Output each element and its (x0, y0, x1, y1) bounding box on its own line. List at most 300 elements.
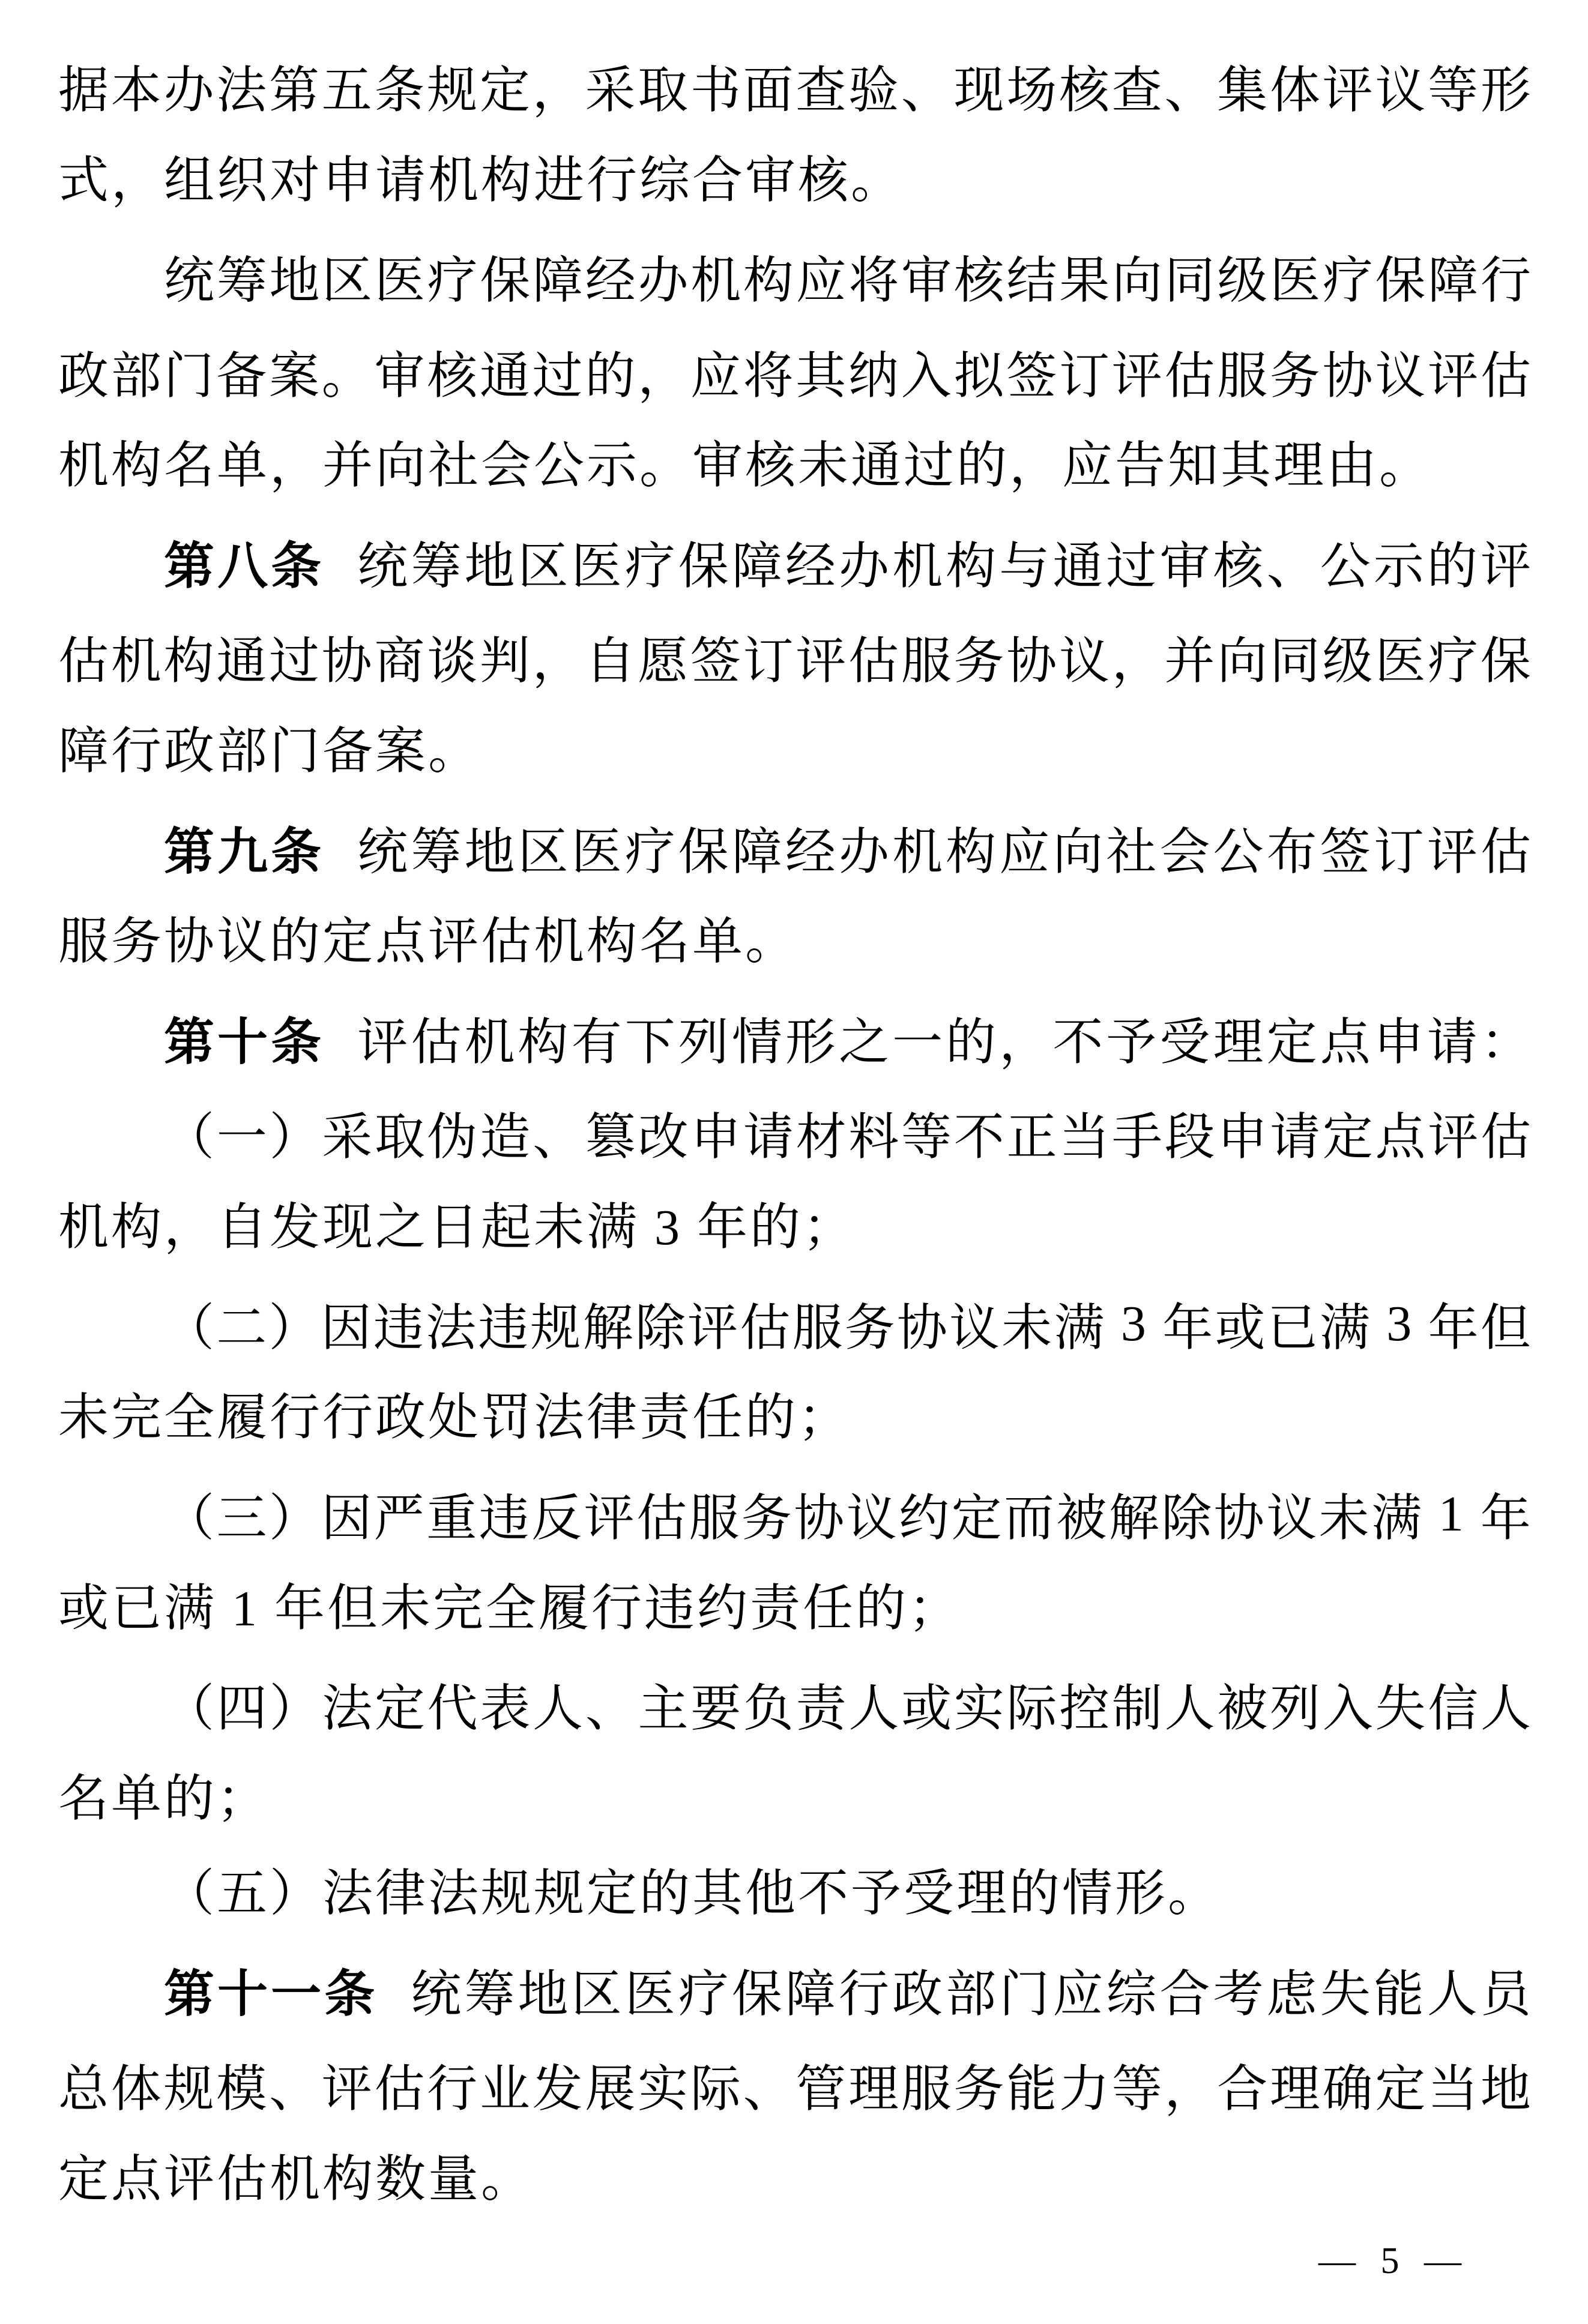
text-char: 审 (901, 253, 952, 309)
text-char: 估 (740, 1300, 791, 1356)
text-char: 满 (1371, 1490, 1422, 1547)
text-char: 人 (848, 1681, 899, 1737)
text-char: 四 (216, 1681, 267, 1737)
text-char: 会 (1159, 824, 1210, 881)
text-char: 协 (794, 1490, 845, 1547)
text-char: ） (269, 1110, 320, 1166)
text-char: 部 (946, 1966, 997, 2023)
text-char: 负 (743, 1681, 794, 1737)
article-number-heading-char: 第 (164, 1013, 215, 1070)
text-char: 而 (1004, 1490, 1055, 1547)
text-char: 审 (1159, 538, 1210, 595)
text-char: 备 (216, 348, 267, 405)
text-char: 统 (357, 824, 408, 881)
text-segment: 定点评估机构数量。 (58, 2152, 534, 2208)
text-char (1466, 1485, 1478, 1543)
text-char: 评 (1428, 1110, 1479, 1166)
text-char: 签 (1320, 824, 1371, 881)
text-char: 保 (1480, 634, 1531, 690)
text-line (58, 229, 1531, 324)
text-char: 订 (1373, 824, 1424, 881)
text-char: ， (532, 62, 583, 119)
text-char: 评 (357, 1014, 408, 1071)
text-char: 构 (946, 538, 997, 595)
text-char: 估 (636, 1490, 687, 1547)
text-char: （ (164, 1490, 215, 1547)
text-char: 应 (999, 824, 1050, 881)
text-char: 估 (1480, 1110, 1531, 1166)
text-char: 模 (216, 2062, 267, 2118)
text-char: 篡 (585, 1110, 636, 1166)
text-char: 医 (1270, 253, 1321, 309)
text-char: 伪 (427, 1110, 478, 1166)
text-char: 查 (796, 62, 847, 119)
text-char: 人 (533, 1681, 584, 1737)
text-char: 议 (949, 1300, 1000, 1356)
text-char: 估 (374, 2062, 425, 2118)
text-char: 定 (1322, 1110, 1373, 1166)
text-line (58, 1847, 1531, 1942)
text-char: 申 (1373, 1014, 1424, 1071)
text-char: ： (1480, 1014, 1531, 1071)
text-char: 结 (1006, 253, 1057, 309)
text-char: 的 (946, 1014, 997, 1071)
text-char: 协 (896, 1300, 947, 1356)
text-char: 控 (1059, 1681, 1110, 1737)
text-char: 地 (464, 538, 515, 595)
text-char: 1 (1438, 1486, 1464, 1542)
text-char: 请 (743, 1110, 794, 1166)
text-char: 除 (1161, 1490, 1212, 1547)
text-char: 行 (1480, 253, 1531, 309)
text-char: 综 (1106, 1966, 1157, 2023)
text-char: 筹 (411, 538, 462, 595)
text-char: 严 (373, 1490, 424, 1547)
text-char: 构 (163, 634, 214, 690)
text-char: ） (268, 1300, 319, 1356)
text-char: 医 (624, 1966, 675, 2023)
text-char: 人 (1480, 1681, 1531, 1737)
text-char: （ (164, 1110, 215, 1166)
text-char: 未 (1001, 1300, 1052, 1356)
article-number-heading-char: 第 (164, 1965, 215, 2022)
text-char: 议 (846, 1490, 897, 1547)
text-char: 已 (1267, 1300, 1318, 1356)
text-char: 体 (110, 2062, 162, 2118)
text-char: 区 (571, 1966, 622, 2023)
text-char: 定 (1375, 2062, 1426, 2118)
text-char: 估 (1480, 824, 1531, 881)
text-char: 实 (953, 1681, 1004, 1737)
text-char: 或 (1215, 1300, 1266, 1356)
text-char: 段 (1164, 1110, 1215, 1166)
text-line (58, 324, 1531, 420)
text-char: 应 (1052, 1966, 1103, 2023)
text-char: 违 (373, 1300, 424, 1356)
text-char: 情 (731, 1014, 782, 1071)
text-char: 办 (839, 538, 890, 595)
text-char: 评 (321, 2062, 372, 2118)
text-char: 等 (1111, 2062, 1162, 2118)
text-char: 际 (1006, 1681, 1057, 1737)
text-char: ， (999, 1014, 1050, 1071)
text-char: 体 (1269, 62, 1320, 119)
text-char: 形 (1480, 62, 1531, 119)
text-line (58, 705, 1531, 800)
text-char: 协 (1322, 348, 1373, 405)
text-char: （ (164, 1681, 215, 1737)
text-char: ， (532, 634, 583, 690)
text-char: 服 (689, 1490, 740, 1547)
text-line (58, 1466, 1531, 1562)
text-char: 定 (479, 62, 530, 119)
text-char: 估 (58, 634, 109, 690)
text-char: 地 (269, 253, 320, 309)
text-char: 、 (1164, 62, 1215, 119)
text-char: 申 (690, 1110, 741, 1166)
text-char: 议 (1058, 634, 1109, 690)
text-char (1106, 1295, 1119, 1353)
text-char: 理 (848, 2062, 899, 2118)
text-char: 业 (479, 2062, 530, 2118)
text-char: 评 (1428, 348, 1479, 405)
text-char: 构 (743, 253, 794, 309)
text-char: 医 (571, 824, 622, 881)
text-char: 不 (953, 1110, 1004, 1166)
text-char: 解 (1108, 1490, 1159, 1547)
text-char: 年 (1480, 1490, 1531, 1547)
text-char: 评 (1426, 824, 1478, 881)
text-line (58, 134, 1531, 229)
text-char: 评 (1322, 62, 1373, 119)
text-char: 并 (1164, 634, 1215, 690)
text-char: 核 (1213, 538, 1264, 595)
text-char: 或 (901, 1681, 952, 1737)
article-number-heading-char: 九 (217, 823, 268, 880)
article-number-heading-char: 第 (164, 823, 215, 880)
text-char: 筹 (411, 824, 462, 881)
text-char: 法 (216, 62, 267, 119)
text-char: （ (164, 1300, 215, 1356)
text-char: 点 (1320, 1014, 1371, 1071)
text-char: 同 (1269, 634, 1320, 690)
text-char: 正 (1006, 1110, 1057, 1166)
text-line (58, 1276, 1531, 1371)
text-segment: 或已满 1 年但未完全履行违约责任的； (58, 1580, 962, 1637)
text-char: 的 (1426, 538, 1478, 595)
text-char: 其 (796, 348, 847, 405)
text-char: 人 (1426, 1966, 1478, 2023)
text-char: 示 (1373, 538, 1424, 595)
text-char: 年 (1162, 1300, 1213, 1356)
text-char: 人 (1164, 1681, 1215, 1737)
text-char: 疗 (1322, 253, 1373, 309)
text-char: 申 (1217, 1110, 1268, 1166)
text-char: 员 (1480, 1966, 1531, 2023)
text-char: 订 (1058, 348, 1109, 405)
text-char: 规 (530, 1300, 581, 1356)
text-char: 过 (268, 634, 319, 690)
text-char: 查 (1111, 62, 1162, 119)
text-line (58, 419, 1531, 514)
text-char: 三 (216, 1490, 267, 1547)
text-char: 当 (1059, 1110, 1110, 1166)
text-line (58, 1086, 1531, 1181)
text-char: 商 (374, 634, 425, 690)
text-char: 医 (1375, 634, 1426, 690)
text-char: 地 (518, 1966, 569, 2023)
text-char: 合 (1217, 2062, 1268, 2118)
text-line (58, 38, 1531, 134)
text-char: 通 (1052, 538, 1103, 595)
text-char: 要 (690, 1681, 741, 1737)
text-char: 地 (1480, 2062, 1531, 2118)
text-char: 未 (1318, 1490, 1369, 1547)
text-char: 核 (953, 253, 1004, 309)
text-char: 确 (1322, 2062, 1373, 2118)
text-char: 采 (585, 62, 636, 119)
text-char: 服 (792, 1300, 843, 1356)
text-char: 级 (1217, 253, 1268, 309)
text-char: 总 (58, 2062, 109, 2118)
text-char: 通 (479, 348, 530, 405)
text-char: 保 (731, 1966, 782, 2023)
text-char: 定 (1266, 1014, 1317, 1071)
text-char: 议 (1375, 348, 1426, 405)
text-char: 除 (635, 1300, 686, 1356)
text-char: 社 (1106, 824, 1157, 881)
text-char: 信 (1428, 1681, 1479, 1737)
text-char: 满 (1054, 1300, 1105, 1356)
text-char: 布 (1266, 824, 1317, 881)
text-char: 五 (321, 62, 372, 119)
text-char: 部 (110, 348, 162, 405)
text-char: 违 (478, 1300, 529, 1356)
text-line (58, 2037, 1531, 2133)
text-char: 合 (1159, 1966, 1210, 2023)
text-char: 与 (999, 538, 1050, 595)
text-char (1148, 1295, 1161, 1353)
text-char: 造 (480, 1110, 531, 1166)
text-char: 下 (624, 1014, 675, 1071)
article-number-heading-char: 八 (217, 537, 268, 594)
text-char: ， (1111, 634, 1162, 690)
article-number-heading-char: 第 (164, 537, 215, 594)
text-char: 协 (1213, 1490, 1264, 1547)
text-char: 障 (731, 538, 782, 595)
text-char: 障 (731, 824, 782, 881)
text-char: 材 (796, 1110, 847, 1166)
text-char: 入 (1322, 1681, 1373, 1737)
text-char: 统 (164, 253, 215, 309)
text-char: 务 (1269, 348, 1320, 405)
text-char: 验 (848, 62, 899, 119)
text-line (58, 1752, 1531, 1847)
text-char: 约 (899, 1490, 950, 1547)
text-char: ， (638, 348, 689, 405)
text-char: 办 (638, 253, 689, 309)
text-char: 办 (839, 824, 890, 881)
text-char (1413, 1295, 1426, 1353)
page-number: — 5 — (1318, 2241, 1461, 2281)
text-char: 估 (411, 1014, 462, 1071)
text-char (1372, 1295, 1384, 1353)
text-char: 考 (1213, 1966, 1264, 2023)
text-char: 展 (585, 2062, 636, 2118)
article-number-heading-char: 条 (271, 1013, 322, 1070)
text-line (58, 1657, 1531, 1752)
text-char: 服 (1217, 348, 1268, 405)
text-char: ， (1164, 2062, 1215, 2118)
text-char: 违 (479, 1490, 530, 1547)
text-char: 的 (585, 348, 636, 405)
text-char: 际 (690, 2062, 741, 2118)
text-char: 理 (1213, 1014, 1264, 1071)
text-char: 取 (638, 62, 689, 119)
text-char: 、 (743, 2062, 794, 2118)
text-char: 案 (268, 348, 319, 405)
text-char: 拟 (953, 348, 1004, 405)
text-char: 年 (1428, 1300, 1479, 1356)
text-char: 场 (1006, 62, 1057, 119)
text-char: ） (268, 1490, 319, 1547)
text-char: 一 (216, 1110, 267, 1166)
text-char: 第 (268, 62, 319, 119)
text-char: 能 (1373, 1966, 1424, 2023)
text-line (58, 1181, 1531, 1276)
text-char: 行 (839, 1966, 890, 2023)
text-char: 能 (1006, 2062, 1057, 2118)
text-char: 现 (953, 62, 1004, 119)
text-char: 机 (690, 253, 741, 309)
text-char: 疗 (427, 253, 478, 309)
heading-gap (324, 847, 354, 848)
text-char: 、 (1266, 538, 1317, 595)
article-number-heading-char: 一 (271, 1965, 322, 2022)
text-char (1424, 1485, 1437, 1543)
text-line (58, 2133, 1531, 2228)
text-char: 障 (1428, 253, 1479, 309)
text-char: 统 (411, 1966, 462, 2023)
text-char: 主 (638, 1681, 689, 1737)
text-char: 务 (844, 1300, 895, 1356)
text-char: 因 (321, 1490, 372, 1547)
text-char: 机 (892, 538, 943, 595)
text-line (58, 1942, 1531, 2038)
text-char: 一 (892, 1014, 943, 1071)
text-line (58, 990, 1531, 1086)
text-char: 予 (1106, 1014, 1157, 1071)
text-char: 取 (374, 1110, 425, 1166)
text-char: 料 (848, 1110, 899, 1166)
text-char: 力 (1058, 2062, 1109, 2118)
text-line (58, 514, 1531, 610)
text-segment: 名单的； (58, 1771, 270, 1827)
text-char: 点 (1375, 1110, 1426, 1166)
text-char: 门 (163, 348, 214, 405)
text-char: 、 (585, 1681, 636, 1737)
text-char: 判 (479, 634, 530, 690)
text-char: 向 (1217, 634, 1268, 690)
text-char: 协 (321, 634, 372, 690)
article-number-heading-char: 十 (217, 1965, 268, 2022)
text-char: 评 (584, 1490, 635, 1547)
text-char: 入 (901, 348, 952, 405)
text-char: 制 (1111, 1681, 1162, 1737)
text-char: 估 (1480, 348, 1531, 405)
text-char: 手 (1111, 1110, 1162, 1166)
text-char: 等 (1428, 62, 1479, 119)
text-char: 被 (1056, 1490, 1107, 1547)
text-char: 责 (796, 1681, 847, 1737)
text-char: 。 (321, 348, 372, 405)
text-char: 经 (585, 253, 636, 309)
text-char: 医 (374, 253, 425, 309)
text-char: 改 (638, 1110, 689, 1166)
text-segment: 机构名单，并向社会公示。审核未通过的，应告知其理由。 (58, 438, 1433, 495)
text-char: 过 (1106, 538, 1157, 595)
text-char: 筹 (464, 1966, 515, 2023)
text-line (58, 800, 1531, 896)
article-number-heading-char: 条 (271, 537, 322, 594)
text-char: 集 (1217, 62, 1268, 119)
text-char: 构 (946, 824, 997, 881)
text-char: 书 (690, 62, 741, 119)
text-char: 议 (1266, 1490, 1317, 1547)
text-char: 将 (848, 253, 899, 309)
text-char: 估 (848, 634, 899, 690)
text-char: 、 (901, 62, 952, 119)
text-char: 务 (953, 634, 1004, 690)
text-char: 疗 (678, 1966, 729, 2023)
text-char: 面 (743, 62, 794, 119)
text-line (58, 610, 1531, 705)
text-line (58, 1562, 1531, 1657)
article-number-heading-char: 十 (217, 1013, 268, 1070)
text-char: 服 (901, 2062, 952, 2118)
text-char: 障 (533, 253, 584, 309)
text-char: 地 (464, 824, 515, 881)
text-char: 请 (1426, 1014, 1478, 1071)
text-char: 行 (427, 2062, 478, 2118)
text-char: ） (269, 1681, 320, 1737)
text-char: 被 (1217, 1681, 1268, 1737)
text-char: 果 (1059, 253, 1110, 309)
text-char: 公 (1213, 824, 1264, 881)
text-char: 服 (901, 634, 952, 690)
article-number-heading-char: 条 (271, 823, 322, 880)
text-char: 受 (1159, 1014, 1210, 1071)
text-char: 筹 (216, 253, 267, 309)
text-char: 因 (321, 1300, 372, 1356)
text-char: 经 (785, 824, 836, 881)
text-char: 向 (1052, 824, 1103, 881)
text-char: 保 (678, 538, 729, 595)
text-char: 、 (533, 1110, 584, 1166)
text-char: 签 (1006, 348, 1057, 405)
text-char: 列 (1270, 1681, 1321, 1737)
text-char: 医 (571, 538, 622, 595)
text-char: 纳 (848, 348, 899, 405)
text-segment: 未完全履行行政处罚法律责任的； (58, 1390, 851, 1446)
text-char: 区 (322, 253, 373, 309)
text-char: 疗 (624, 824, 675, 881)
text-char: 发 (532, 2062, 583, 2118)
text-char: 保 (1375, 253, 1426, 309)
text-segment: （五）法律法规规定的其他不予受理的情形。 (164, 1866, 1221, 1922)
text-char: 政 (892, 1966, 943, 2023)
text-char: 障 (785, 1966, 836, 2023)
